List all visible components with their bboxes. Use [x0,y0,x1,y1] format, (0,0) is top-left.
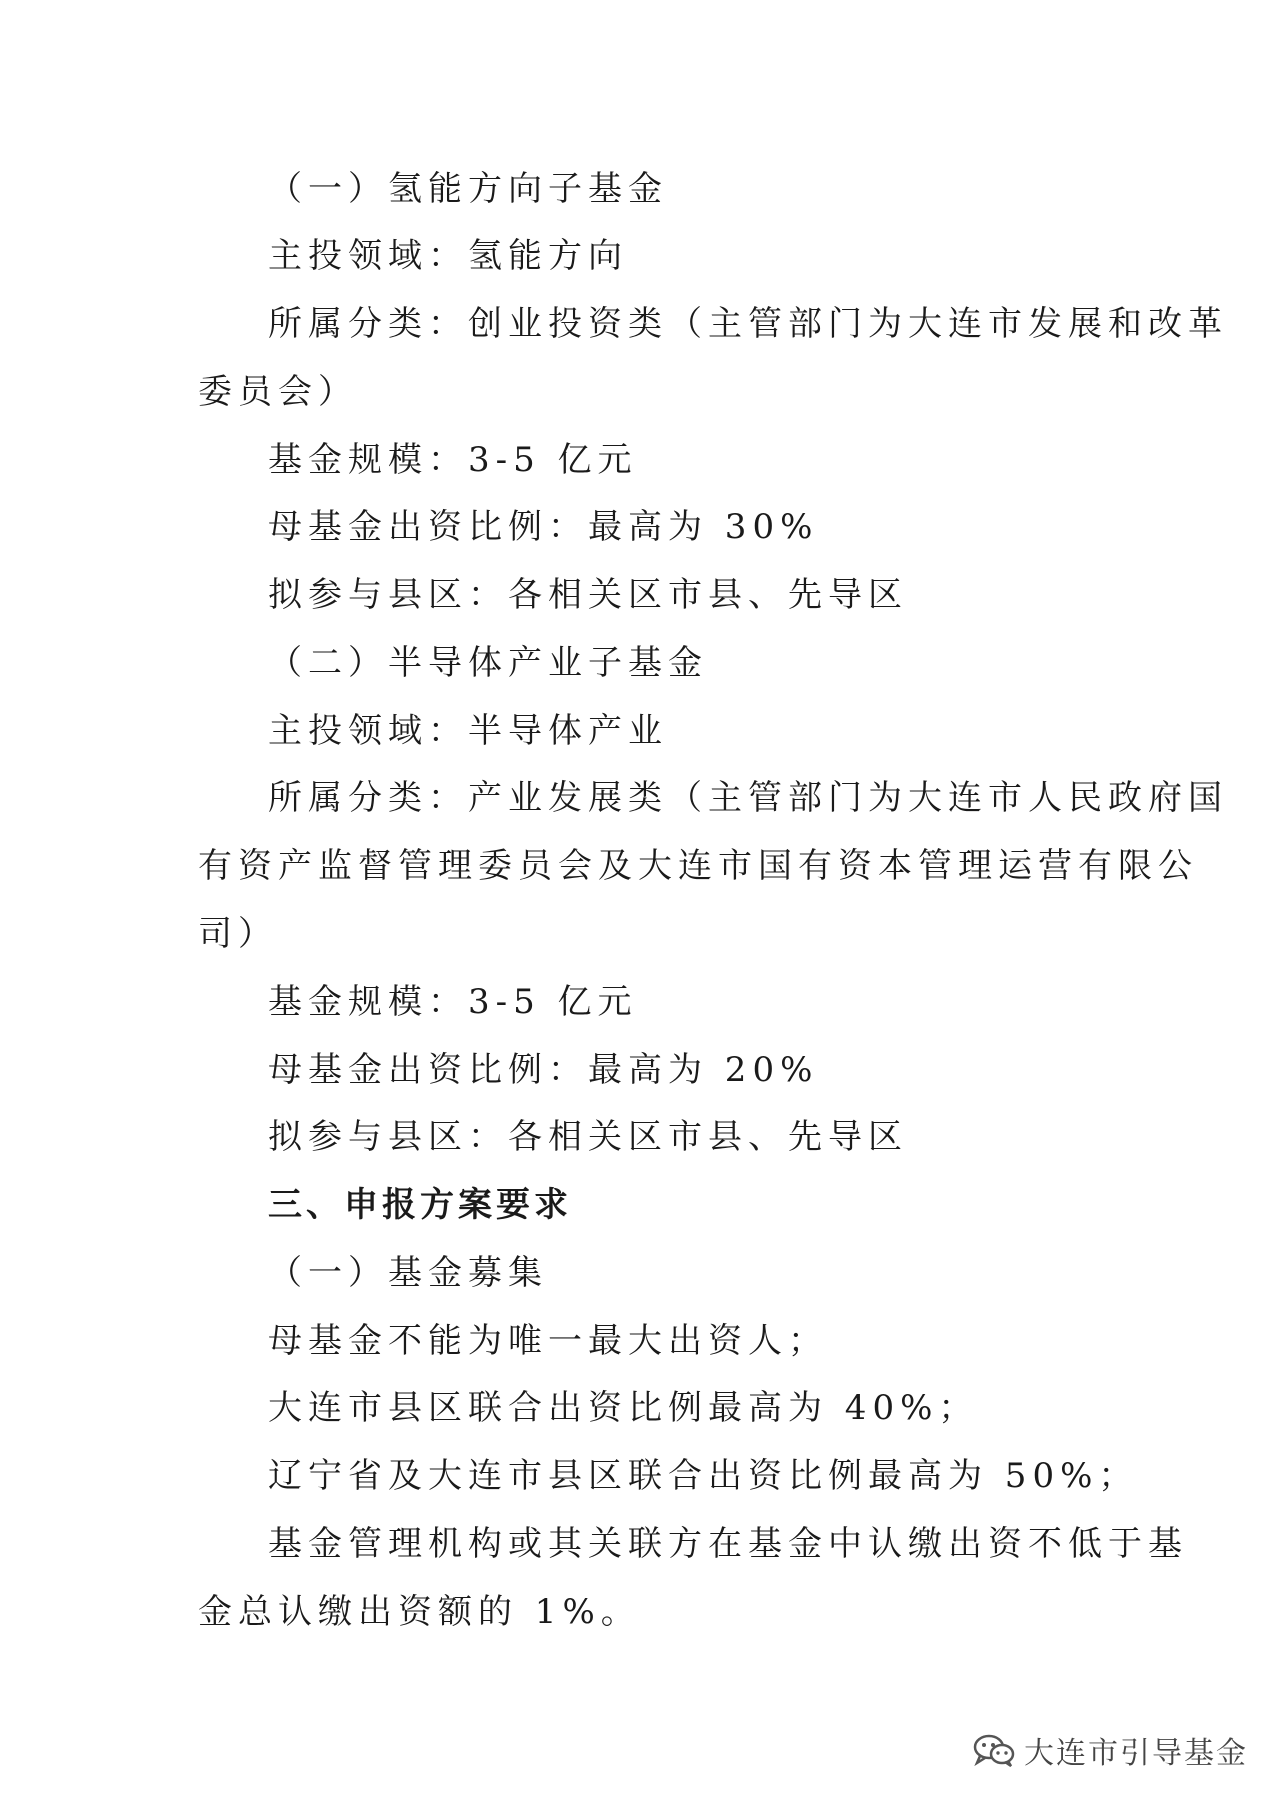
category-line-continued: 有资产监督管理委员会及大连市国有资本管理运营有限公 [198,846,1198,886]
requirement-line: 母基金不能为唯一最大出资人； [268,1321,828,1361]
category-line: 所属分类：产业发展类（主管部门为大连市人民政府国 [268,778,1228,818]
category-line-continued: 委员会） [198,372,358,412]
participating-districts-line: 拟参与县区：各相关区市县、先导区 [268,1117,908,1157]
requirement-line: 基金管理机构或其关联方在基金中认缴出资不低于基 [268,1524,1188,1564]
subsection-heading-fundraising: （一）基金募集 [268,1253,548,1293]
investment-field-line: 主投领域：半导体产业 [268,711,668,751]
parent-fund-ratio-line: 母基金出资比例：最高为 20% [268,1050,819,1090]
section-heading-hydrogen: （一）氢能方向子基金 [268,169,668,209]
wechat-watermark [972,1728,1248,1772]
participating-districts-line: 拟参与县区：各相关区市县、先导区 [268,575,908,615]
section-heading-application-requirements: 三、申报方案要求 [268,1185,572,1225]
wechat-icon [972,1733,1016,1767]
parent-fund-ratio-line: 母基金出资比例：最高为 30% [268,507,819,547]
fund-scale-line: 基金规模：3-5 亿元 [268,982,638,1022]
category-line-continued: 司） [198,914,278,954]
category-line: 所属分类：创业投资类（主管部门为大连市发展和改革 [268,304,1228,344]
requirement-line: 辽宁省及大连市县区联合出资比例最高为 50%； [268,1456,1139,1496]
requirement-line: 大连市县区联合出资比例最高为 40%； [268,1388,979,1428]
section-heading-semiconductor: （二）半导体产业子基金 [268,643,708,683]
watermark-text: 大连市引导基金 [1024,1736,1248,1771]
investment-field-line: 主投领域：氢能方向 [268,236,628,276]
requirement-line-continued: 金总认缴出资额的 1%。 [198,1592,641,1632]
fund-scale-line: 基金规模：3-5 亿元 [268,440,638,480]
